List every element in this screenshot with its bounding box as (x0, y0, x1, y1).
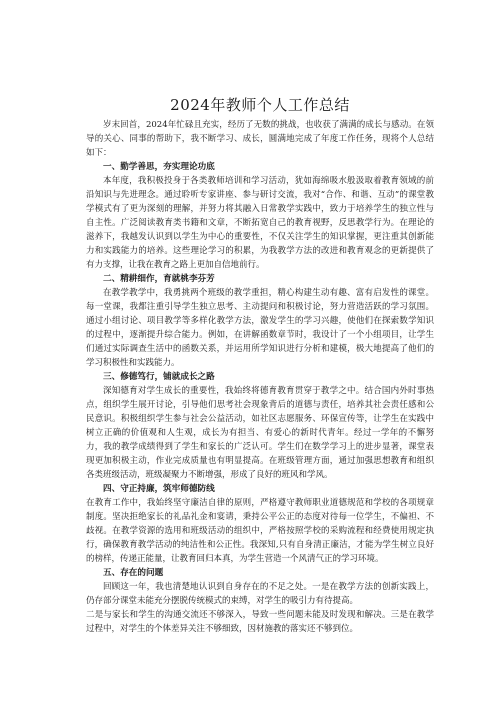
intro-paragraph: 岁末回首，2024年忙碌且充实，经历了无数的挑战，也收获了满满的成长与感动。在领导的关心、同事的帮助下，我不断学习、成长，圆满地完成了年度工作任务，现将个人总结如下： (86, 120, 434, 158)
section-2-heading: 二、精耕细作，育就桃李芬芳 (103, 274, 215, 284)
section-4-paragraph: 在教育工作中，我始终坚守廉洁自律的原则，严格遵守教师职业道德规范和学校的各项规章制度。坚决拒绝家长的礼品礼金和宴请，秉持公平公正的态度对待每一位学生，不偏袒、不歧视。在教学资源的选用和班级活动的组织中，严格按照学校的采购流程和经费使用规定执行，确保教育教学活动的纯洁性和公正性。我深知,只有自身清正廉洁，才能为学生树立良好的榜样，传递正能量，让教育回归本真，为学生营造一个风清气正的学习环境。 (86, 498, 434, 564)
section-5-paragraph-1: 回顾这一年，我也清楚地认识到自身存在的不足之处。一是在教学方法的创新实践上，仍存部分课堂未能充分摆脱传统模式的束缚，对学生的吸引力有待提高。 (86, 582, 434, 606)
section-3-paragraph: 深知德育对学生成长的重要性，我始终将德育教育贯穿于教学之中。结合国内外时事热点，组织学生展开讨论，引导他们思考社会现象背后的道德与责任，培养其社会责任感和公民意识。积极组织学生参与社会公益活动，如社区志愿服务、环保宣传等，让学生在实践中树立正确的价值观和人生观，成长为有担当、有爱心的新时代青年。经过一学年的不懈努力，我的教学成绩得到了学生和家长的广泛认可。学生们在数学学习上的进步显著，课堂表现更加积极主动，作业完成质量也有明显提高。在班级管理方面，通过加强思想教育和组织各类班级活动，班级凝聚力不断增强，形成了良好的班风和学风。 (86, 386, 434, 480)
section-4-heading: 四、守正持廉，筑牢师德防线 (103, 484, 215, 494)
section-2-paragraph: 在教学教学中，我勇挑两个班级的教学重担，精心构建生动有趣、富有启发性的课堂。每一堂课，我都注重引导学生独立思考、主动提问和积极讨论，努力营造活跃的学习氛围。通过小组讨论、项目教学等多样化教学方法，激发学生的学习兴趣，使他们在探索数学知识的过程中，逐渐提升综合能力。例如，在讲解函数章节时，我设计了一个小组项目，让学生们通过实际调查生活中的函数关系，并运用所学知识进行分析和建模，极大地提高了他们的学习积极性和实践能力。 (86, 288, 434, 368)
section-3-heading: 三、修德笃行，铺就成长之路 (103, 372, 215, 382)
document-title: 2024年教师个人工作总结 (170, 96, 350, 114)
section-5-heading: 五、存在的问题 (103, 568, 164, 578)
section-5-paragraph-2: 二是与家长和学生的沟通交流还不够深入，导致一些问题未能及时发现和解决。三是在教学过程中，对学生的个体差异关注不够细致，因材施教的落实还不够到位。 (86, 610, 434, 634)
section-1-paragraph: 本年度，我积极投身于各类教师培训和学习活动，犹如海绵吸水般汲取着教育领域的前沿知识与先进理念。通过聆听专家讲座、参与研讨交流，我对“合作、和谐、互动”的课堂教学模式有了更为深刻的理解，并努力将其融入日常教学实践中，致力于培养学生的独立性与自主性。广泛阅读教育类书籍和文章，不断拓宽自己的教育视野，反思教学行为。在理论的滋养下，我越发认识到以学生为中心的重要性，不仅关注学生的知识掌握，更注重其创新能力和实践能力的培养。这些理论学习的积累，为我教学方法的改进和教育观念的更新提供了有力支撑，让我在教育之路上更加自信地前行。 (86, 176, 434, 270)
document-page (86, 96, 434, 636)
section-1-heading: 一、勤学善思，夯实理论功底 (103, 162, 215, 172)
